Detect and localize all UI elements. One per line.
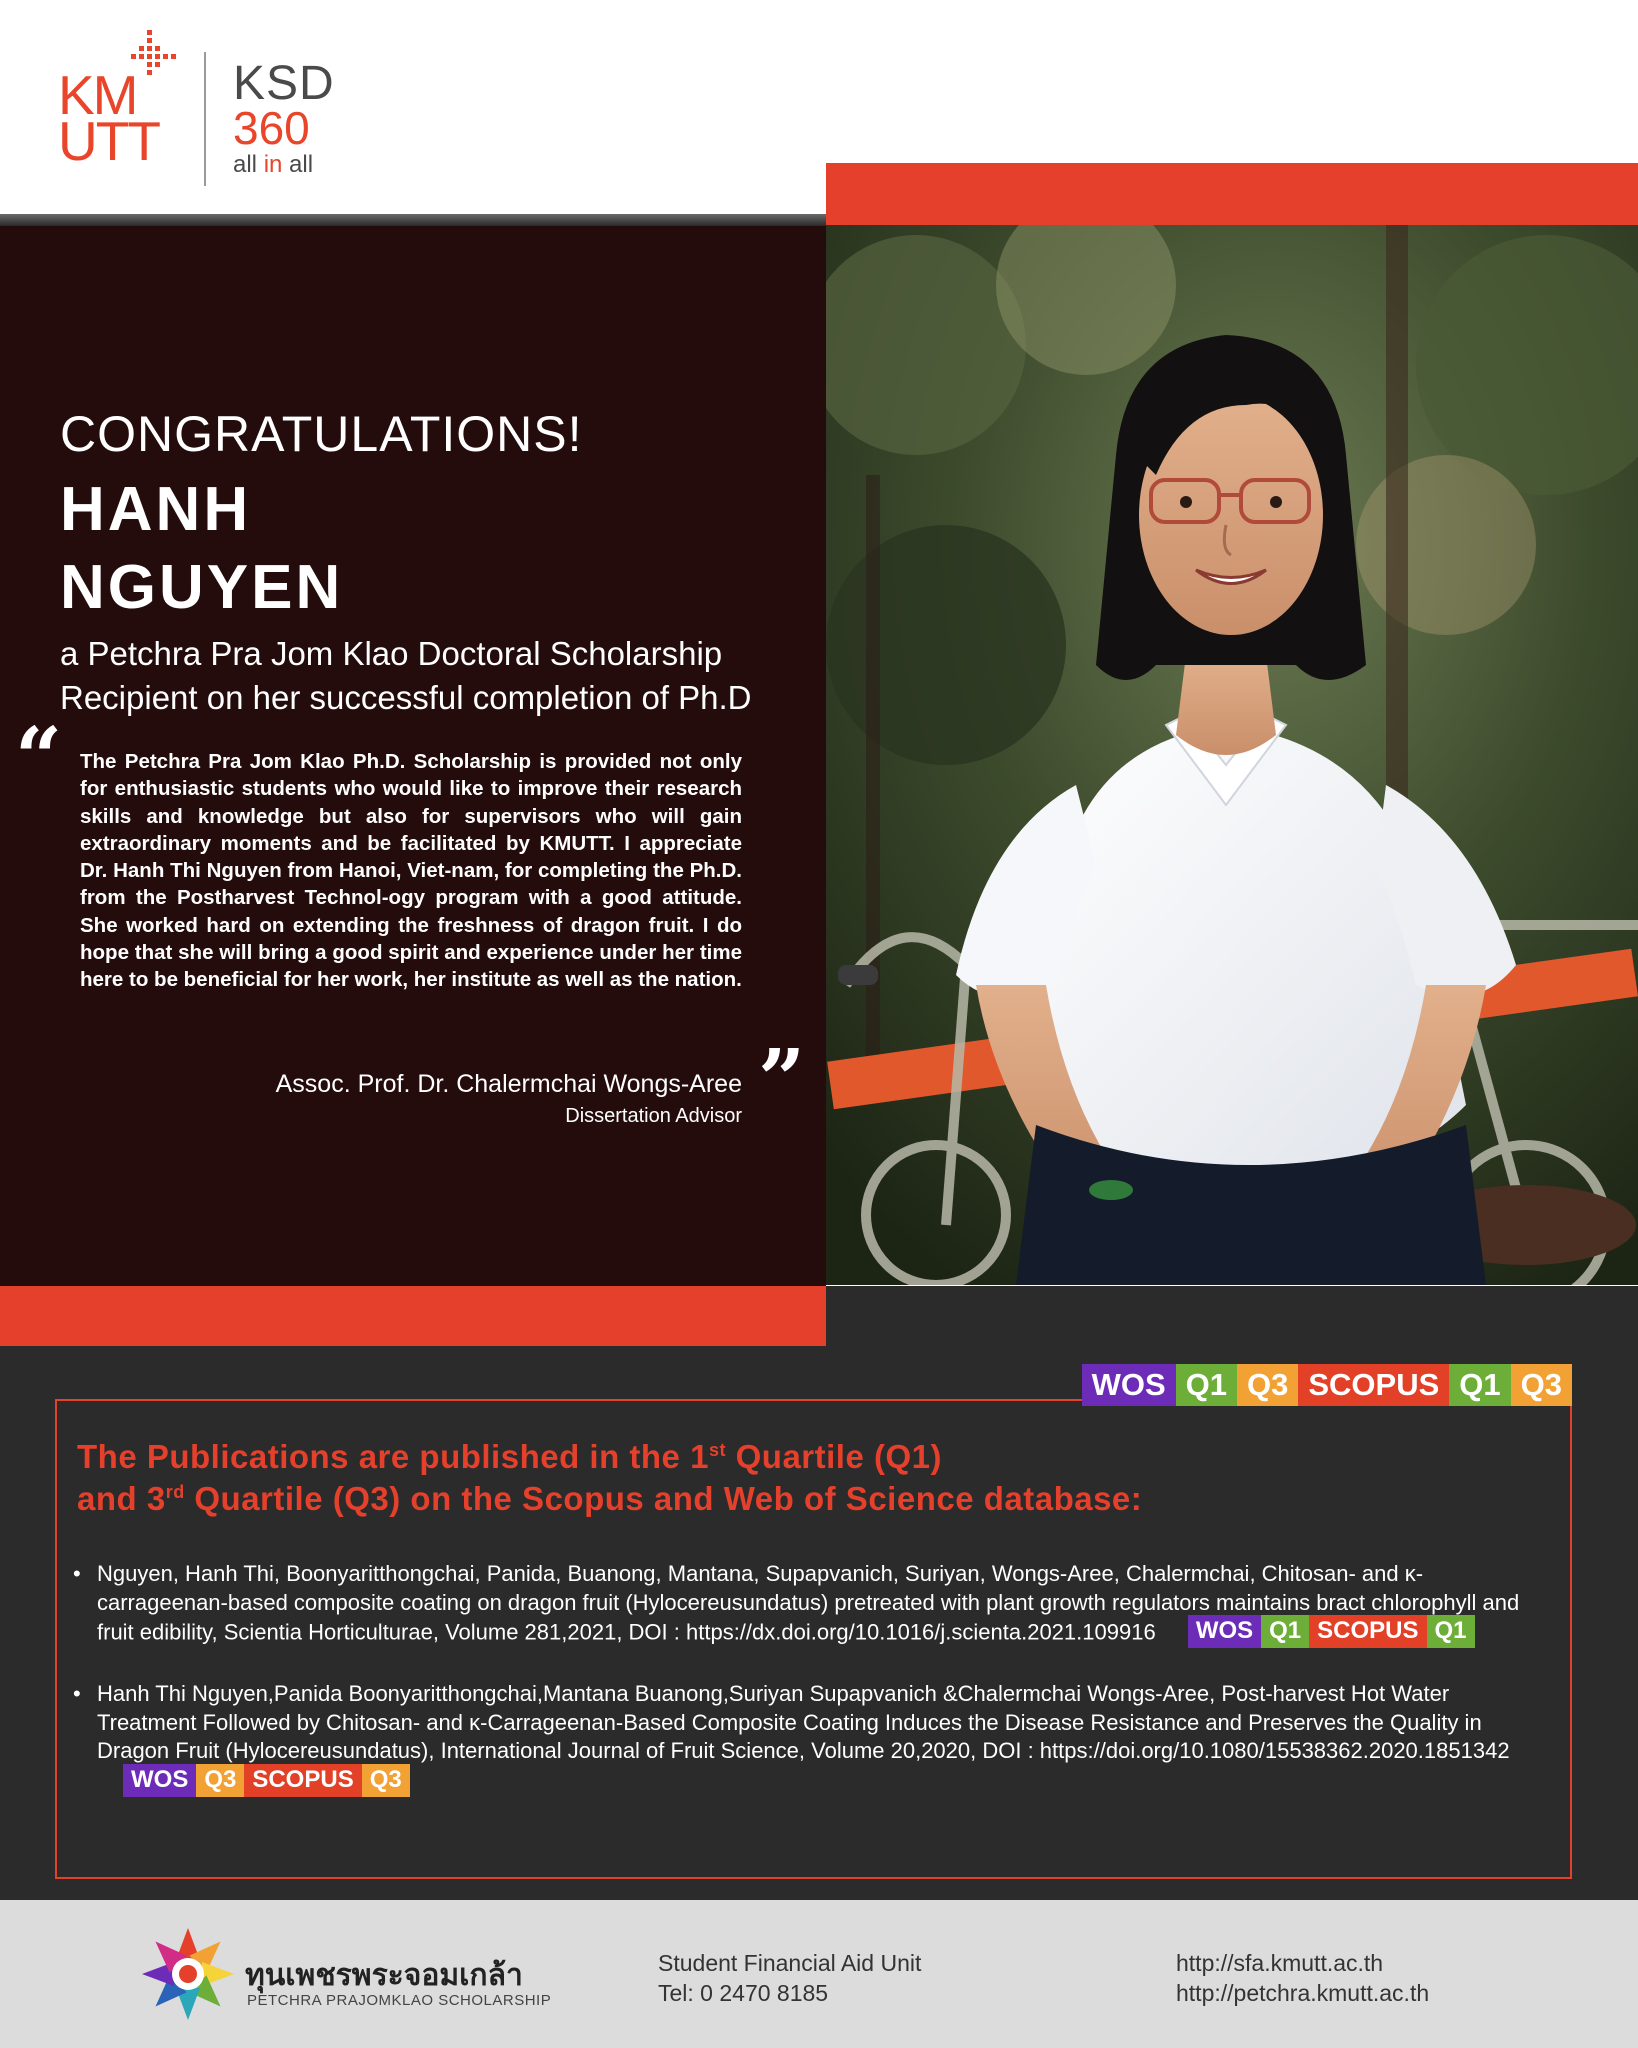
unit-phone[interactable]: Tel: 0 2470 8185 xyxy=(658,1980,829,2006)
recipient-last-name: NGUYEN xyxy=(60,553,344,622)
heading-part-3: and 3 xyxy=(77,1480,166,1517)
publication-list xyxy=(73,1560,1553,1829)
badge-wos: WOS xyxy=(1082,1364,1176,1406)
ksd-tagline xyxy=(233,150,335,180)
heading-part-2: Quartile (Q1) xyxy=(725,1438,942,1475)
scholarship-english-name: PETCHRA PRAJOMKLAO SCHOLARSHIP xyxy=(247,1992,552,2009)
recipient-first-name: HANH xyxy=(60,475,252,544)
badge-scopus-q1: Q1 xyxy=(1449,1364,1510,1406)
publication-badges xyxy=(1188,1615,1475,1648)
congrats-heading: CONGRATULATIONS! xyxy=(60,406,583,462)
tagline-all-1: all xyxy=(233,151,258,178)
publications-heading xyxy=(77,1436,1477,1520)
badge-q3: Q3 xyxy=(362,1764,410,1797)
badge-wos-q3: Q3 xyxy=(1237,1364,1298,1406)
recipient-photo xyxy=(826,225,1638,1285)
footer-links xyxy=(1176,1948,1429,2008)
portrait-illustration xyxy=(826,225,1638,1285)
badge-q1: Q1 xyxy=(1261,1615,1309,1648)
publication-item xyxy=(73,1560,1553,1650)
red-accent-bar-top xyxy=(826,163,1638,225)
ksd-360-text: 360 xyxy=(233,102,310,154)
publication-text[interactable]: Hanh Thi Nguyen,Panida Boonyaritthongchai,Mantana Buanong,Suriyan Supapvanich &Chalermchai Wongs-Aree, Post-harvest Hot Water Treatment Followed by Chitosan- and κ-Carrageenan-Based Composite Coating Induces the Disease Resistance and Preserves the Quality in Dragon Fruit (Hylocereusundatus), International Journal of Fruit Science, Volume 20,2020, DOI : https://doi.org/10.1080/15538362.2020.1851342 xyxy=(97,1681,1510,1763)
subtitle-line-1: a Petchra Pra Jom Klao Doctoral Scholarship xyxy=(60,635,723,672)
heading-part-1: The Publications are published in the 1 xyxy=(77,1438,709,1475)
unit-name: Student Financial Aid Unit xyxy=(658,1950,922,1976)
kmutt-cross-icon xyxy=(120,30,180,90)
badge-scopus: SCOPUS xyxy=(1298,1364,1449,1406)
publication-badges xyxy=(123,1764,410,1797)
badge-q1: Q1 xyxy=(1427,1615,1475,1648)
kmutt-logo[interactable] xyxy=(58,64,159,172)
heading-sup-2: rd xyxy=(165,1482,185,1502)
advisor-quote: The Petchra Pra Jom Klao Ph.D. Scholarship is provided not only for enthusiastic students who would like to improve their research skills and knowledge but also for supervisors who will gain extraordinary moments and be facilitated by KMUTT. I appreciate Dr. Hanh Thi Nguyen from Hanoi, Viet-nam, for completing the Ph.D. from the Postharvest Technol-ogy program with a good attitude. She worked hard on extending the freshness of dragon fruit. I do hope that she will bring a good spirit and experience under her time here to be beneficial for her work, her institute as well as the nation. xyxy=(80,750,742,992)
publication-item xyxy=(73,1680,1553,1799)
publication-text[interactable]: Nguyen, Hanh Thi, Boonyaritthongchai, Panida, Buanong, Mantana, Supapvanich, Suriyan, Wongs-Aree, Chalermchai, Chitosan- and κ-carrageenan-based composite coating on dragon fruit (Hylocereusundatus) pretreated with plant growth regulators maintains bract chlorophyll and fruit edibility, Scientia Horticulturae, Volume 281,2021, DOI : https://dx.doi.org/10.1016/j.scienta.2021.109916 xyxy=(97,1561,1520,1645)
heading-sup-1: st xyxy=(708,1440,726,1460)
petchra-link[interactable]: http://petchra.kmutt.ac.th xyxy=(1176,1980,1430,2006)
open-quote-icon: “ xyxy=(15,710,63,806)
petchra-flower-icon xyxy=(140,1926,236,2022)
badge-q3: Q3 xyxy=(196,1764,244,1797)
subtitle-line-2: Recipient on her successful completion of Ph.D xyxy=(60,679,752,716)
advisor-role: Dissertation Advisor xyxy=(565,1105,742,1127)
badge-scopus: SCOPUS xyxy=(1309,1615,1426,1648)
kmutt-logo-line2: UTT xyxy=(58,110,159,172)
ksd360-logo[interactable] xyxy=(233,57,335,180)
tagline-in: in xyxy=(263,151,283,178)
scholarship-thai-name: ทุนเพชรพระจอมเกล้า xyxy=(245,1958,523,1993)
footer xyxy=(0,1900,1638,2048)
logo-divider xyxy=(204,52,206,186)
sfa-link[interactable]: http://sfa.kmutt.ac.th xyxy=(1176,1950,1384,1976)
header-shadow-bar xyxy=(0,214,826,226)
badge-scopus-q3: Q3 xyxy=(1511,1364,1572,1406)
badge-wos: WOS xyxy=(1188,1615,1261,1648)
hero-subtitle xyxy=(60,632,800,720)
kmutt-logo-line1: KM xyxy=(58,64,137,126)
advisor-name: Assoc. Prof. Dr. Chalermchai Wongs-Aree xyxy=(275,1070,742,1098)
heading-part-4: Quartile (Q3) on the Scopus and Web of Science database: xyxy=(184,1480,1143,1517)
contact-info xyxy=(658,1948,921,2008)
red-accent-bar-bottom xyxy=(0,1286,826,1346)
badge-wos-q1: Q1 xyxy=(1176,1364,1237,1406)
quartile-badges-top xyxy=(1082,1364,1572,1406)
badge-wos: WOS xyxy=(123,1764,196,1797)
tagline-all-2: all xyxy=(289,151,314,178)
close-quote-icon: ” xyxy=(758,1032,806,1128)
ksd-text: KSD xyxy=(233,57,335,110)
badge-scopus: SCOPUS xyxy=(244,1764,361,1797)
